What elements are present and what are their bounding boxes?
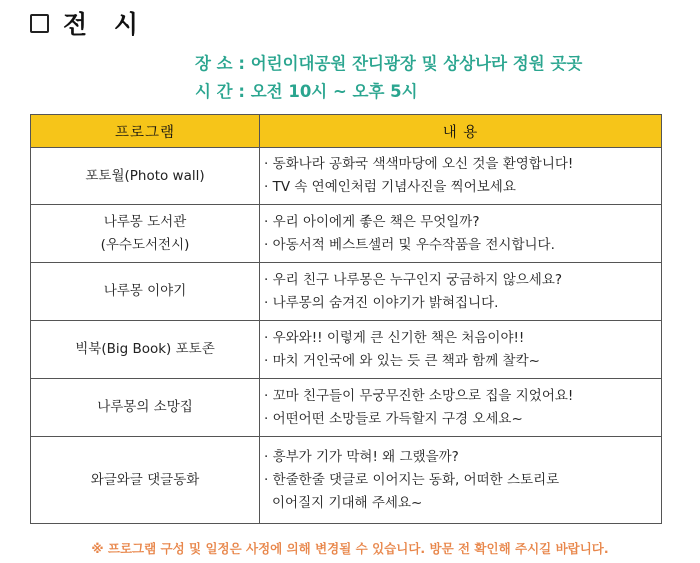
section-title: 전 시: [63, 10, 148, 39]
content-line: · TV 속 연예인처럼 기념사진을 찍어보세요: [264, 179, 516, 195]
content-line: · 흥부가 기가 막혀! 왜 그랬을까?: [264, 448, 459, 465]
time-info: 시 간 : 오전 10시 ~ 오후 5시: [195, 82, 418, 101]
section-heading: [30, 8, 147, 38]
content-line: · 우리 친구 나루몽은 누구인지 궁금하지 않으세요?: [264, 271, 563, 288]
program-name-line: (우수도서전시): [100, 236, 190, 253]
program-content: [260, 148, 662, 205]
table-header-row: [31, 115, 662, 148]
content-line: · 우리 아이에게 좋은 책은 무엇일까?: [264, 213, 480, 230]
program-name-line: 나루몽의 소망집: [97, 399, 193, 415]
content-line: · 마치 거인국에 와 있는 듯 큰 책과 함께 찰칵~: [264, 352, 540, 369]
content-line: · 어떤어떤 소망들로 가득할지 구경 오세요~: [264, 410, 523, 427]
program-name: [31, 379, 260, 437]
table-row: [31, 437, 662, 524]
checkbox-square-icon: [30, 14, 49, 33]
table-row: [31, 263, 662, 321]
program-content: [260, 437, 662, 524]
content-line: · 한줄한줄 댓글로 이어지는 동화, 어떠한 스토리로: [264, 471, 560, 488]
program-name: [31, 148, 260, 205]
program-content: [260, 263, 662, 321]
program-name-line: 빅북(Big Book) 포토존: [75, 341, 215, 357]
program-content: [260, 205, 662, 263]
table-row: [31, 321, 662, 379]
program-name: [31, 321, 260, 379]
table-row: [31, 379, 662, 437]
header-program: 프로그램: [31, 115, 260, 148]
program-content: [260, 379, 662, 437]
content-line: 이어질지 기대해 주세요~: [272, 494, 423, 511]
program-name: [31, 205, 260, 263]
program-name-line: 와글와글 댓글동화: [90, 471, 200, 488]
program-table: [30, 114, 662, 524]
content-line: · 우와와!! 이렇게 큰 신기한 책은 처음이야!!: [264, 329, 525, 346]
program-name-line: 나루몽 이야기: [103, 283, 187, 299]
header-content: 내 용: [260, 115, 662, 148]
content-line: · 꼬마 친구들이 무궁무진한 소망으로 집을 지었어요!: [264, 387, 574, 404]
content-line: · 나루몽의 숨겨진 이야기가 밝혀집니다.: [264, 294, 499, 311]
program-content: [260, 321, 662, 379]
place-info: 장 소 : 어린이대공원 잔디광장 및 상상나라 정원 곳곳: [195, 54, 583, 73]
program-name-line: 나루몽 도서관: [103, 213, 187, 230]
program-name-line: 포토월(Photo wall): [85, 167, 205, 184]
program-name: [31, 437, 260, 524]
program-name: [31, 263, 260, 321]
table-row: [31, 205, 662, 263]
table-row: [31, 148, 662, 205]
content-line: · 아동서적 베스트셀러 및 우수작품을 전시합니다.: [264, 236, 555, 253]
notice-text: ※ 프로그램 구성 및 일정은 사정에 의해 변경될 수 있습니다. 방문 전 확인해 주시길 바랍니다.: [91, 541, 609, 556]
content-line: · 동화나라 공화국 색색마당에 오신 것을 환영합니다!: [264, 156, 574, 172]
